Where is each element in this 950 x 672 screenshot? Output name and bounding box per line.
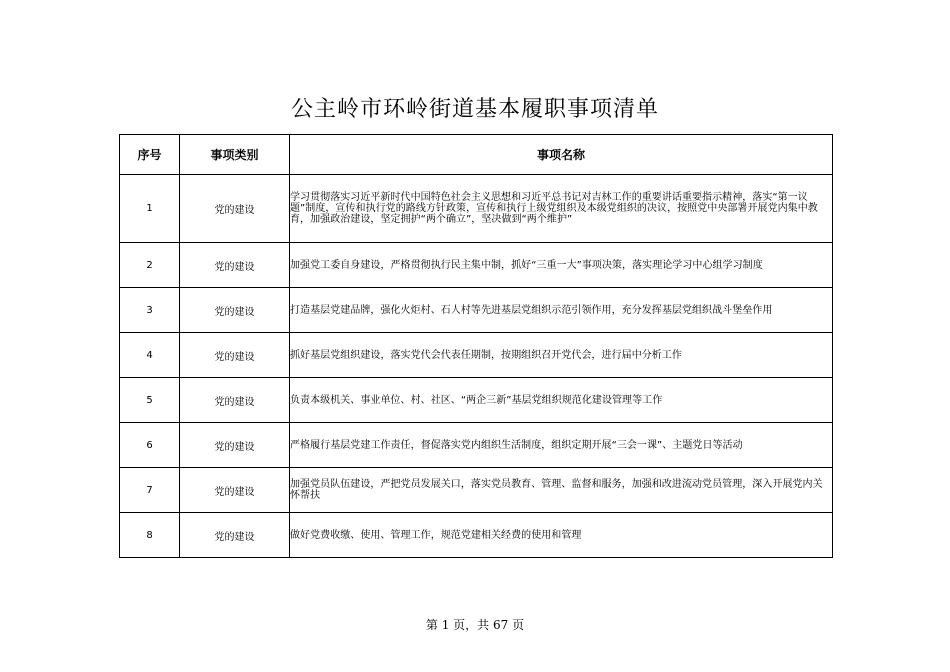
row-serial-number: 1 [120,175,180,243]
row-item-name: 加强党工委自身建设，严格贯彻执行民主集中制，抓好“三重一大”事项决策，落实理论学习中心组学习制度 [290,243,833,288]
row-category: 党的建设 [180,288,290,333]
row-item-name: 打造基层党建品牌，强化火炬村、石人村等先进基层党组织示范引领作用，充分发挥基层党组织战斗堡垒作用 [290,288,833,333]
row-category: 党的建设 [180,378,290,423]
table-header-row [120,135,833,175]
row-serial-number: 5 [120,378,180,423]
table-row [120,378,833,423]
table-row [120,423,833,468]
header-category: 事项类别 [180,135,290,175]
row-item-name: 加强党员队伍建设，严把党员发展关口，落实党员教育、管理、监督和服务，加强和改进流动党员管理，深入开展党内关怀帮扶 [290,468,833,513]
row-category: 党的建设 [180,468,290,513]
row-category: 党的建设 [180,333,290,378]
row-serial-number: 2 [120,243,180,288]
page-title: 公主岭市环岭街道基本履职事项清单 [290,97,659,122]
header-item-name: 事项名称 [290,135,833,175]
row-category: 党的建设 [180,513,290,558]
row-serial-number: 6 [120,423,180,468]
row-item-name: 学习贯彻落实习近平新时代中国特色社会主义思想和习近平总书记对吉林工作的重要讲话重要指示精神，落实“第一议题”制度，宣传和执行党的路线方针政策，宣传和执行上级党组织及本级党组织的决议，按照党中央部署开展党内集中教育，加强政治建设，坚定拥护“两个确立”，坚决做到“两个维护” [290,175,833,243]
row-item-name: 严格履行基层党建工作责任，督促落实党内组织生活制度，组织定期开展“三会一课”、主题党日等活动 [290,423,833,468]
row-category: 党的建设 [180,175,290,243]
header-serial-number: 序号 [120,135,180,175]
row-serial-number: 3 [120,288,180,333]
row-serial-number: 4 [120,333,180,378]
row-serial-number: 8 [120,513,180,558]
row-serial-number: 7 [120,468,180,513]
table-row [120,288,833,333]
row-item-name: 做好党费收缴、使用、管理工作，规范党建相关经费的使用和管理 [290,513,833,558]
duties-table [119,134,833,558]
table-row [120,333,833,378]
row-item-name: 抓好基层党组织建设，落实党代会代表任期制，按期组织召开党代会，进行届中分析工作 [290,333,833,378]
table-row [120,468,833,513]
table-row [120,513,833,558]
table-row [120,175,833,243]
row-item-name: 负责本级机关、事业单位、村、社区、“两企三新”基层党组织规范化建设管理等工作 [290,378,833,423]
row-category: 党的建设 [180,423,290,468]
table-row [120,243,833,288]
row-category: 党的建设 [180,243,290,288]
page-number-footer: 第 1 页，共 67 页 [425,618,525,632]
